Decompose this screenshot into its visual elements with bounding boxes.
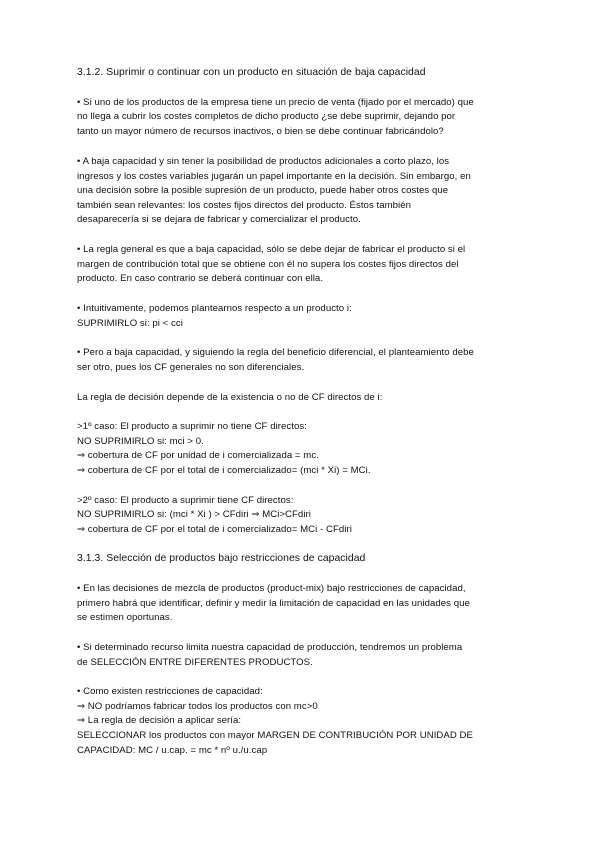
paragraph-line: ingresos y los costes variables jugarán un papel importante en la decisión. Sin embargo, en xyxy=(77,171,471,182)
paragraph-line: • A baja capacidad y sin tener la posibilidad de productos adicionales a corto plazo, los xyxy=(77,156,450,167)
paragraph-line: ser otro, pues los CF generales no son diferenciales. xyxy=(77,362,305,373)
paragraph-line: margen de contribución total que se obtiene con él no supera los costes fijos directos del xyxy=(77,259,459,270)
paragraph-line: tanto un mayor número de recursos inactivos, o bien se debe continuar fabricándolo? xyxy=(77,126,444,137)
formula-line: ⇒ cobertura de CF por el total de i comercializado= (mci * Xi) = MCi. xyxy=(77,465,371,476)
paragraph-line: • Como existen restricciones de capacidad: xyxy=(77,686,263,697)
formula-line: NO SUPRIMIRLO si: (mci * Xi ) > CFdiri ⇒ MCi>CFdiri xyxy=(77,509,311,520)
formula-line: ⇒ cobertura de CF por unidad de i comercializada = mc. xyxy=(77,450,319,461)
paragraph-line: • La regla general es que a baja capacidad, sólo se debe dejar de fabricar el producto si el xyxy=(77,244,466,255)
paragraph-line: • En las decisiones de mezcla de productos (product-mix) bajo restricciones de capacidad, xyxy=(77,583,466,594)
paragraph-line: SELECCIONAR los productos con mayor MARGEN DE CONTRIBUCIÓN POR UNIDAD DE xyxy=(77,730,473,741)
paragraph-line: • Pero a baja capacidad, y siguiendo la regla del beneficio diferencial, el planteamiento debe xyxy=(77,347,474,358)
paragraph-line: • Si uno de los productos de la empresa tiene un precio de venta (fijado por el mercado) que xyxy=(77,97,474,108)
formula-line: CAPACIDAD: MC / u.cap. = mc * nº u./u.cap xyxy=(77,745,268,756)
paragraph-line: también sean relevantes: los costes fijos directos del producto. Éstos también xyxy=(77,200,411,211)
paragraph-line: no llega a cubrir los costes completos de dicho producto ¿se debe suprimir, dejando por xyxy=(77,111,456,122)
formula-line: ⇒ NO podríamos fabricar todos los productos con mc>0 xyxy=(77,701,318,712)
paragraph-line: >1º caso: El producto a suprimir no tiene CF directos: xyxy=(77,421,307,432)
formula-line: SUPRIMIRLO si: pi < cci xyxy=(77,318,183,329)
section-heading-3-1-3: 3.1.3. Selección de productos bajo restricciones de capacidad xyxy=(77,553,366,564)
paragraph-line: • Intuitivamente, podemos plantearnos respecto a un producto i: xyxy=(77,303,352,314)
paragraph-line: >2º caso: El producto a suprimir tiene CF directos: xyxy=(77,495,294,506)
paragraph-line: se estimen oportunas. xyxy=(77,612,173,623)
paragraph-line: de SELECCIÓN ENTRE DIFERENTES PRODUCTOS. xyxy=(77,657,313,668)
section-heading-3-1-2: 3.1.2. Suprimir o continuar con un producto en situación de baja capacidad xyxy=(77,67,426,78)
formula-line: NO SUPRIMIRLO si: mci > 0. xyxy=(77,436,204,447)
paragraph-line: primero habrá que identificar, definir y medir la limitación de capacidad en las unidades que xyxy=(77,598,470,609)
paragraph-line: producto. En caso contrario se deberá continuar con ella. xyxy=(77,273,324,284)
formula-line: ⇒ La regla de decisión a aplicar sería: xyxy=(77,715,242,726)
paragraph-line: una decisión sobre la posible supresión de un producto, puede haber otros costes que xyxy=(77,185,449,196)
paragraph-line: La regla de decisión depende de la existencia o no de CF directos de i: xyxy=(77,392,383,403)
paragraph-line: desaparecería si se dejara de fabricar y comercializar el producto. xyxy=(77,214,361,225)
paragraph-line: • Si determinado recurso limita nuestra capacidad de producción, tendremos un problema xyxy=(77,642,463,653)
formula-line: ⇒ cobertura de CF por el total de i comercializado= MCi - CFdiri xyxy=(77,524,352,535)
